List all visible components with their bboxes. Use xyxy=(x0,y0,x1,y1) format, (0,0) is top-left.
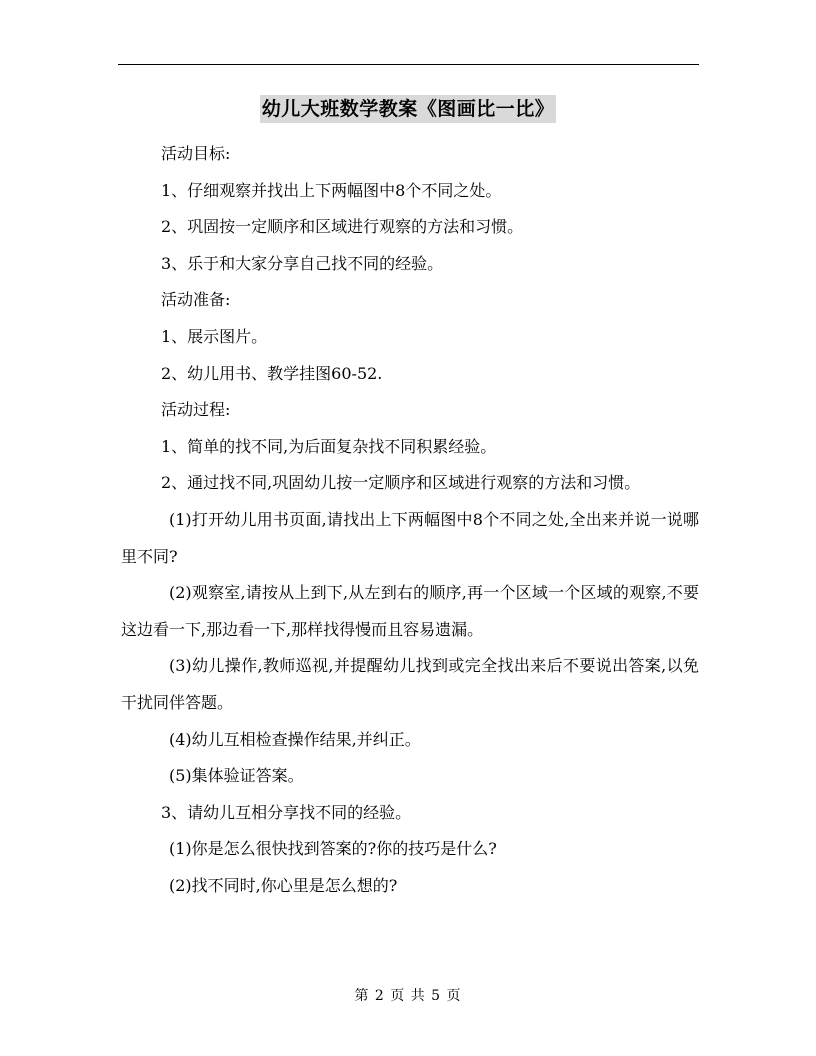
paragraph: 活动目标: xyxy=(161,144,231,163)
paragraph: 活动准备: xyxy=(161,290,231,310)
paragraph: 2、巩固按一定顺序和区域进行观察的方法和习惯。 xyxy=(161,217,524,237)
paragraph: 2、通过找不同,巩固幼儿按一定顺序和区域进行观察的方法和习惯。 xyxy=(161,473,641,493)
document-body xyxy=(121,136,699,904)
paragraph: 1、仔细观察并找出上下两幅图中8个不同之处。 xyxy=(161,180,502,200)
paragraph: (1)你是怎么很快找到答案的?你的技巧是什么? xyxy=(169,839,497,859)
paragraph: (3)幼儿操作,教师巡视,并提醒幼儿找到或完全找出来后不要说出答案,以免干扰同伴答题。 xyxy=(121,656,699,712)
paragraph: 1、展示图片。 xyxy=(161,326,268,346)
paragraph: (2)找不同时,你心里是怎么想的? xyxy=(169,875,398,895)
paragraph: (2)观察室,请按从上到下,从左到右的顺序,再一个区域一个区域的观察,不要这边看一下,那边看一下,那样找得慢而且容易遗漏。 xyxy=(121,583,699,639)
header-rule xyxy=(118,64,699,65)
document-title: 幼儿大班数学教案《图画比一比》 xyxy=(260,95,557,123)
paragraph: (1)打开幼儿用书页面,请找出上下两幅图中8个不同之处,全出来并说一说哪里不同? xyxy=(121,509,699,566)
paragraph: 1、简单的找不同,为后面复杂找不同积累经验。 xyxy=(161,436,497,456)
title-container xyxy=(0,95,816,123)
paragraph: 2、幼儿用书、教学挂图60-52. xyxy=(161,363,383,383)
paragraph: 3、乐于和大家分享自己找不同的经验。 xyxy=(161,253,444,273)
page-footer: 第 2 页 共 5 页 xyxy=(354,988,462,1004)
paragraph: 3、请幼儿互相分享找不同的经验。 xyxy=(161,802,412,822)
paragraph: (4)幼儿互相检查操作结果,并纠正。 xyxy=(169,729,421,749)
paragraph: (5)集体验证答案。 xyxy=(169,766,304,786)
paragraph: 活动过程: xyxy=(161,400,231,420)
